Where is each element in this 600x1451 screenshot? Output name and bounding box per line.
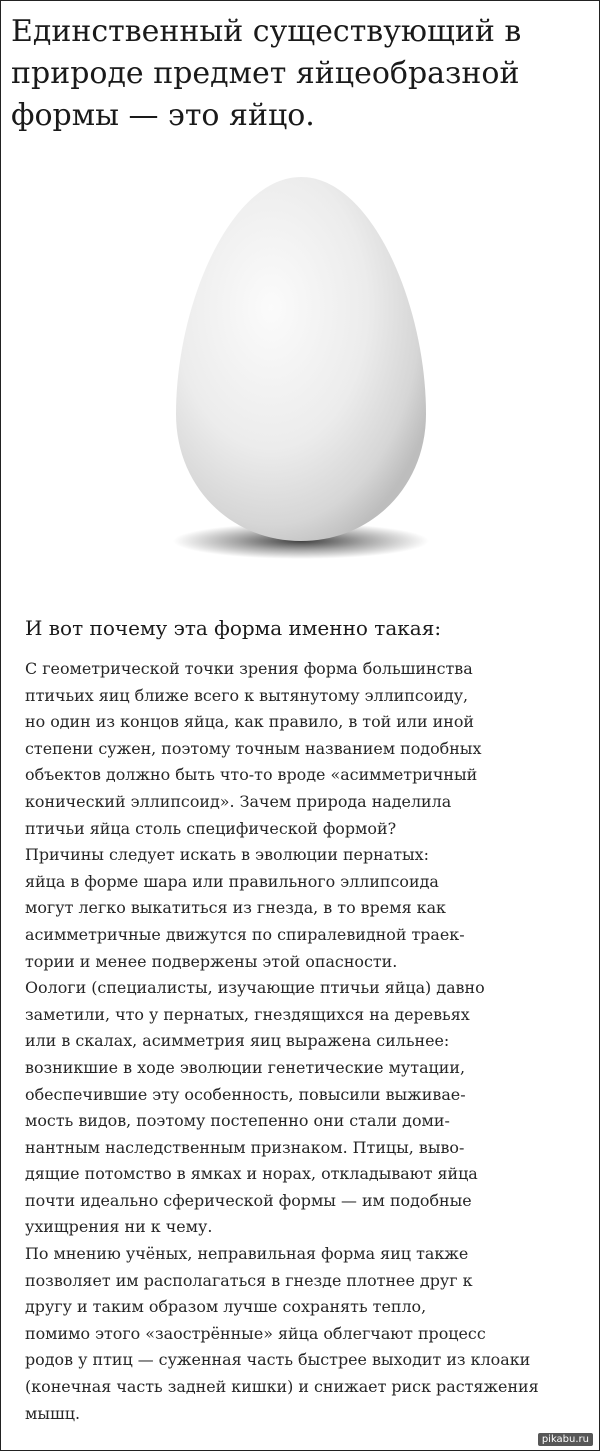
body-line: заметили, что у пернатых, гнездящихся на деревьях	[25, 1004, 470, 1024]
body-line: но один из концов яйца, как правило, в той или иной	[25, 712, 474, 732]
body-line: птичьи яйца столь специфической формой?	[25, 818, 397, 838]
body-line: объектов должно быть что-то вроде «асимметричный	[25, 765, 478, 785]
watermark: pikabu.ru	[538, 1433, 593, 1446]
body-line: птичьих яиц ближе всего к вытянутому эллипсоиду,	[25, 685, 469, 705]
body-line: родов у птиц — суженная часть быстрее выходит из клоаки	[25, 1350, 531, 1370]
egg-shape	[176, 177, 426, 541]
body-line: помимо этого «заострённые» яйца облегчают процесс	[25, 1323, 486, 1343]
article-body	[25, 656, 593, 1427]
body-line: или в скалах, асимметрия яиц выражена сильнее:	[25, 1031, 450, 1051]
egg-illustration	[141, 169, 461, 589]
body-line: (конечная часть задней кишки) и снижает риск растяжения	[25, 1377, 539, 1397]
egg-icon	[141, 169, 461, 589]
section-heading: И вот почему эта форма именно такая:	[25, 616, 442, 640]
body-line: асимметричные движутся по спиралевидной траек-	[25, 924, 465, 944]
body-line: обеспечившие эту особенность, повысили выживае-	[25, 1084, 466, 1104]
body-line: дящие потомство в ямках и норах, откладывают яйца	[25, 1164, 478, 1184]
body-line: нантным наследственным признаком. Птицы, выво-	[25, 1137, 465, 1157]
page-title: Единственный существующий в природе предмет яйцеобразной формы — это яйцо.	[11, 14, 522, 133]
body-line: Причины следует искать в эволюции пернатых:	[25, 845, 429, 865]
body-line: степени сужен, поэтому точным названием подобных	[25, 738, 482, 758]
body-line: возникшие в ходе эволюции генетические мутации,	[25, 1057, 465, 1077]
body-line: Оологи (специалисты, изучающие птичьи яйца) давно	[25, 978, 485, 998]
body-line: тории и менее подвержены этой опасности.	[25, 951, 398, 971]
body-line: По мнению учёных, неправильная форма яиц также	[25, 1244, 469, 1264]
body-line: мость видов, поэтому постепенно они стали доми-	[25, 1111, 450, 1131]
body-line: конический эллипсоид». Зачем природа наделила	[25, 791, 452, 811]
body-line: мышц.	[25, 1403, 81, 1423]
body-line: яйца в форме шара или правильного эллипсоида	[25, 871, 439, 891]
body-line: могут легко выкатиться из гнезда, в то время как	[25, 898, 446, 918]
body-line: другу и таким образом лучше сохранять тепло,	[25, 1297, 427, 1317]
body-line: С геометрической точки зрения форма большинства	[25, 659, 473, 678]
body-line: почти идеально сферической формы — им подобные	[25, 1190, 472, 1210]
body-line: ухищрения ни к чему.	[25, 1217, 213, 1237]
body-line: позволяет им располагаться в гнезде плотнее друг к	[25, 1270, 473, 1290]
